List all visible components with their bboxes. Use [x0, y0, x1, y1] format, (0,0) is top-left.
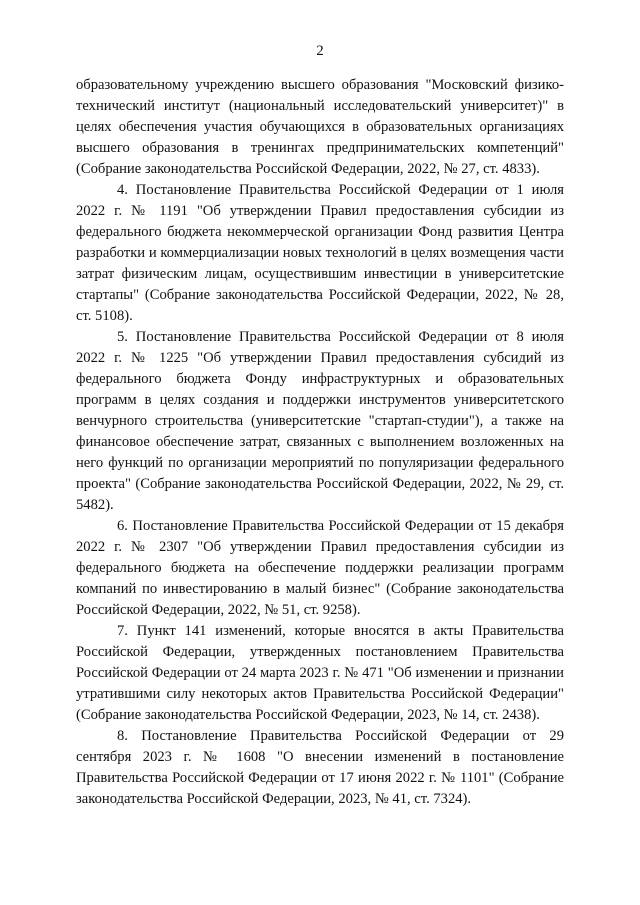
page-number: 2 [316, 43, 324, 59]
list-item-6: 6. Постановление Правительства Российской Федерации от 15 декабря 2022 г. № 2307 "Об утверждении Правил предоставления субсидии из федерального бюджета на обеспечение поддержки реализации программ компаний по инвестированию в малый бизнес" (Собрание законодательства Российской Федерации, 2022, № 51, ст. 9258). [76, 518, 564, 618]
list-item-7: 7. Пункт 141 изменений, которые вносятся в акты Правительства Российской Федерации, утвержденных постановлением Правительства Российской Федерации от 24 марта 2023 г. № 471 "Об изменении и признании утратившими силу некоторых актов Правительства Российской Федерации" (Собрание законодательства Российской Федерации, 2023, № 14, ст. 2438). [76, 623, 564, 723]
list-item-8: 8. Постановление Правительства Российской Федерации от 29 сентября 2023 г. № 1608 "О внесении изменений в постановление Правительства Российской Федерации от 17 июня 2022 г. № 1101" (Собрание законодательства Российской Федерации, 2023, № 41, ст. 7324). [76, 728, 564, 807]
list-item-4: 4. Постановление Правительства Российской Федерации от 1 июля 2022 г. № 1191 "Об утверждении Правил предоставления субсидии из федерального бюджета некоммерческой организации Фонд развития Центра разработки и коммерциализации новых технологий в целях возмещения части затрат физическим лицам, осуществившим инвестиции в университетские стартапы" (Собрание законодательства Российской Федерации, 2022, № 28, ст. 5108). [76, 182, 564, 324]
paragraph-continuation: образовательному учреждению высшего образования "Московский физико-технический институт (национальный исследовательский университет)" в целях обеспечения участия обучающихся в образовательных организациях высшего образования в тренингах предпринимательских компетенций" (Собрание законодательства Российской Федерации, 2022, № 27, ст. 4833). [76, 77, 564, 177]
document-body [76, 75, 564, 810]
list-item-5: 5. Постановление Правительства Российской Федерации от 8 июля 2022 г. № 1225 "Об утверждении Правил предоставления субсидий из федерального бюджета Фонду инфраструктурных и образовательных программ в целях создания и поддержки инструментов университетского венчурного строительства (университетские "стартап-студии"), а также на финансовое обеспечение затрат, связанных с выполнением возложенных на него функций по организации мероприятий по популяризации федерального проекта" (Собрание законодательства Российской Федерации, 2022, № 29, ст. 5482). [76, 329, 564, 513]
